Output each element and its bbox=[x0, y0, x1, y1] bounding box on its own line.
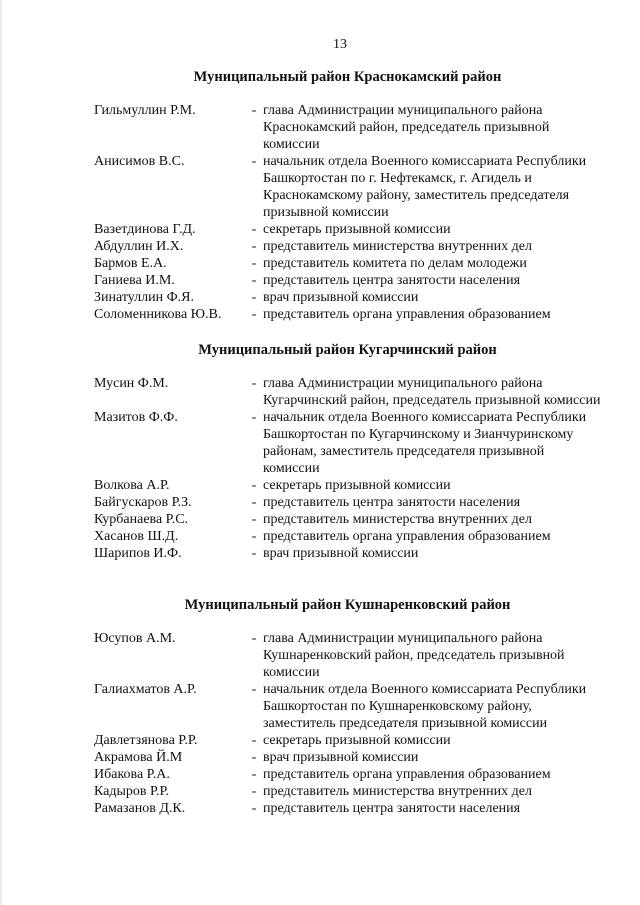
member-row bbox=[0, 681, 640, 732]
member-role: секретарь призывной комиссии bbox=[263, 733, 451, 748]
dash: - bbox=[251, 512, 257, 527]
member-row bbox=[0, 477, 640, 494]
member-role: представитель центра занятости населения bbox=[263, 801, 521, 816]
dash: - bbox=[251, 750, 257, 765]
dash: - bbox=[251, 784, 257, 799]
dash: - bbox=[251, 801, 257, 816]
member-name: Галиахматов А.Р. bbox=[94, 682, 197, 697]
member-row bbox=[0, 375, 640, 409]
member-row bbox=[0, 238, 640, 255]
member-row bbox=[0, 289, 640, 306]
member-name: Зинатуллин Ф.Я. bbox=[94, 290, 195, 305]
member-name: Мазитов Ф.Ф. bbox=[94, 410, 178, 425]
member-row bbox=[0, 102, 640, 153]
member-role: представитель органа управления образованием bbox=[263, 767, 551, 782]
member-row bbox=[0, 153, 640, 221]
member-role: представитель центра занятости населения bbox=[263, 495, 521, 510]
member-row bbox=[0, 800, 640, 817]
member-role: глава Администрации муниципального района Кугарчинский район, председатель призывной комиссии bbox=[263, 376, 601, 408]
member-name: Ибакова Р.А. bbox=[94, 767, 170, 782]
dash: - bbox=[251, 376, 257, 391]
member-row bbox=[0, 528, 640, 545]
member-name: Акрамова Й.М bbox=[94, 750, 183, 765]
dash: - bbox=[251, 239, 257, 254]
member-name: Соломенникова Ю.В. bbox=[94, 307, 222, 322]
member-row bbox=[0, 272, 640, 289]
dash: - bbox=[251, 410, 257, 425]
dash: - bbox=[251, 767, 257, 782]
member-row bbox=[0, 783, 640, 800]
dash: - bbox=[251, 682, 257, 697]
member-name: Кадыров Р.Р. bbox=[94, 784, 170, 799]
dash: - bbox=[251, 154, 257, 169]
member-role: представитель органа управления образованием bbox=[263, 529, 551, 544]
member-role: начальник отдела Военного комиссариата Республики Башкортостан по г. Нефтекамск, г. Агидель и Краснокамскому району, заместитель председателя призывной комиссии bbox=[263, 154, 587, 220]
member-name: Юсупов А.М. bbox=[94, 631, 176, 646]
dash: - bbox=[251, 307, 257, 322]
member-name: Гильмуллин Р.М. bbox=[94, 103, 196, 118]
member-role: врач призывной комиссии bbox=[263, 290, 419, 305]
member-row bbox=[0, 255, 640, 272]
member-role: секретарь призывной комиссии bbox=[263, 478, 451, 493]
member-role: представитель министерства внутренних дел bbox=[263, 784, 532, 799]
dash: - bbox=[251, 273, 257, 288]
member-row bbox=[0, 221, 640, 238]
dash: - bbox=[251, 222, 257, 237]
member-name: Хасанов Ш.Д. bbox=[94, 529, 179, 544]
member-name: Абдуллин И.Х. bbox=[94, 239, 184, 254]
member-row bbox=[0, 511, 640, 528]
section-title: Муниципальный район Кугарчинский район bbox=[198, 342, 497, 358]
member-role: представитель центра занятости населения bbox=[263, 273, 521, 288]
member-role: глава Администрации муниципального района Краснокамский район, председатель призывной комиссии bbox=[263, 103, 550, 152]
member-row bbox=[0, 749, 640, 766]
member-role: представитель министерства внутренних дел bbox=[263, 512, 532, 527]
member-role: секретарь призывной комиссии bbox=[263, 222, 451, 237]
member-role: врач призывной комиссии bbox=[263, 750, 419, 765]
member-row bbox=[0, 494, 640, 511]
member-name: Байгускаров Р.З. bbox=[94, 495, 192, 510]
member-row bbox=[0, 766, 640, 783]
member-row bbox=[0, 630, 640, 681]
dash: - bbox=[251, 256, 257, 271]
member-list bbox=[0, 102, 640, 323]
member-list bbox=[0, 630, 640, 817]
section-title: Муниципальный район Краснокамский район bbox=[193, 69, 502, 85]
page-number: 13 bbox=[333, 37, 347, 52]
member-name: Вазетдинова Г.Д. bbox=[94, 222, 196, 237]
member-row bbox=[0, 545, 640, 562]
section-kushnarenkovsky bbox=[0, 596, 640, 817]
member-name: Мусин Ф.М. bbox=[94, 376, 169, 391]
dash: - bbox=[251, 495, 257, 510]
dash: - bbox=[251, 103, 257, 118]
member-role: представитель комитета по делам молодежи bbox=[263, 256, 527, 271]
member-row bbox=[0, 732, 640, 749]
dash: - bbox=[251, 733, 257, 748]
member-name: Курбанаева Р.С. bbox=[94, 512, 189, 527]
section-kugarchinsky bbox=[0, 341, 640, 562]
member-name: Шарипов И.Ф. bbox=[94, 546, 182, 561]
member-role: врач призывной комиссии bbox=[263, 546, 419, 561]
section-krasnokamsky bbox=[0, 68, 640, 323]
member-role: начальник отдела Военного комиссариата Республики Башкортостан по Кушнаренковскому району, заместитель председателя призывной комиссии bbox=[263, 682, 587, 731]
section-title: Муниципальный район Кушнаренковский район bbox=[184, 597, 511, 613]
dash: - bbox=[251, 290, 257, 305]
member-row bbox=[0, 306, 640, 323]
dash: - bbox=[251, 546, 257, 561]
member-role: глава Администрации муниципального района Кушнаренковский район, председатель призывной комиссии bbox=[263, 631, 565, 680]
member-name: Бармов Е.А. bbox=[94, 256, 167, 271]
member-role: начальник отдела Военного комиссариата Республики Башкортостан по Кугарчинскому и Зианчуринскому районам, заместитель председателя призывной комиссии bbox=[263, 410, 587, 476]
member-name: Анисимов В.С. bbox=[94, 154, 185, 169]
member-name: Рамазанов Д.К. bbox=[94, 801, 186, 816]
member-role: представитель министерства внутренних дел bbox=[263, 239, 532, 254]
dash: - bbox=[251, 478, 257, 493]
member-name: Ганиева И.М. bbox=[94, 273, 175, 288]
member-row bbox=[0, 409, 640, 477]
member-name: Волкова А.Р. bbox=[94, 478, 170, 493]
dash: - bbox=[251, 529, 257, 544]
member-role: представитель органа управления образованием bbox=[263, 307, 551, 322]
dash: - bbox=[251, 631, 257, 646]
member-list bbox=[0, 375, 640, 562]
member-name: Давлетзянова Р.Р. bbox=[94, 733, 198, 748]
